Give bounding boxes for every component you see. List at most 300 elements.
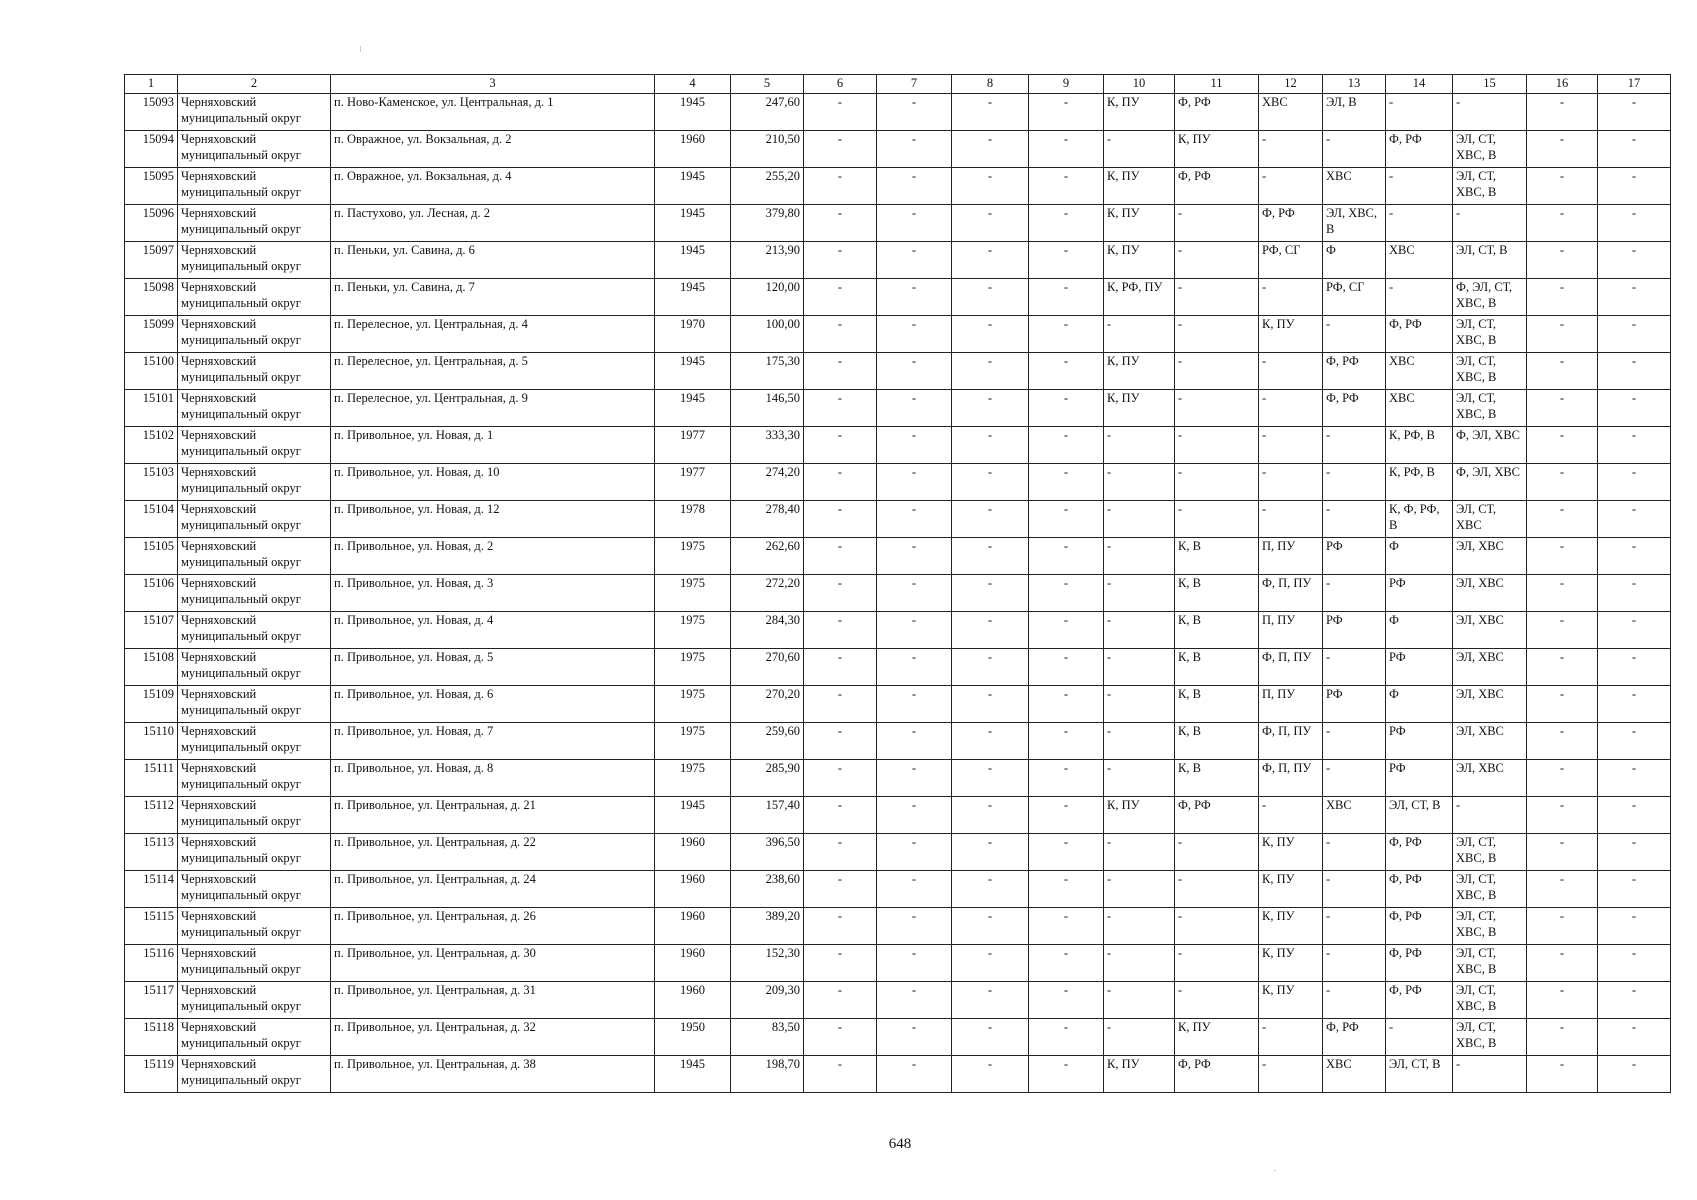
table-cell: - [1104,723,1175,760]
table-cell: - [1175,945,1259,982]
table-row [125,316,1671,353]
table-cell: - [1104,1019,1175,1056]
table-row [125,131,1671,168]
table-cell: Черняховский муниципальный округ [178,353,331,390]
table-cell: Ф [1386,686,1453,723]
table-cell: п. Пеньки, ул. Савина, д. 6 [331,242,655,279]
table-cell: - [1323,575,1386,612]
table-cell: - [1104,501,1175,538]
table-cell: - [952,723,1029,760]
table-cell: 272,20 [731,575,804,612]
table-cell: - [1598,279,1671,316]
table-cell: 1975 [655,575,731,612]
table-cell: К, ПУ [1104,168,1175,205]
table-row [125,538,1671,575]
table-cell: - [1259,464,1323,501]
table-cell: - [1323,649,1386,686]
table-row [125,982,1671,1019]
table-cell: Черняховский муниципальный округ [178,427,331,464]
table-cell: - [1104,686,1175,723]
table-cell: - [1104,427,1175,464]
table-cell: 15095 [125,168,178,205]
table-cell: ЭЛ, ХВС [1453,538,1527,575]
table-cell: - [1029,501,1104,538]
table-cell: - [1598,168,1671,205]
table-body [125,94,1671,1093]
table-cell: ЭЛ, ХВС [1453,760,1527,797]
table-cell: - [1323,834,1386,871]
table-cell: - [877,1019,952,1056]
table-cell: 1945 [655,205,731,242]
table-cell: - [1104,612,1175,649]
table-cell: К, РФ, ПУ [1104,279,1175,316]
table-cell: - [1259,353,1323,390]
table-cell: 1977 [655,427,731,464]
table-cell: 15111 [125,760,178,797]
table-cell: 333,30 [731,427,804,464]
table-cell: 1975 [655,760,731,797]
table-cell: - [1175,501,1259,538]
table-cell: ЭЛ, СТ, ХВС, В [1453,982,1527,1019]
table-cell: 1978 [655,501,731,538]
table-cell: Черняховский муниципальный округ [178,538,331,575]
table-cell: - [1598,760,1671,797]
scan-artifact [1274,1170,1276,1171]
table-cell: 1977 [655,464,731,501]
table-cell: - [804,1056,877,1093]
table-cell: ЭЛ, СТ, ХВС, В [1453,834,1527,871]
table-cell: - [877,982,952,1019]
table-cell: - [1527,834,1598,871]
table-cell: ЭЛ, В [1323,94,1386,131]
table-cell: ЭЛ, ХВС [1453,649,1527,686]
table-cell: - [1029,871,1104,908]
table-cell: К, ПУ [1175,131,1259,168]
scan-artifact [360,46,361,52]
table-cell: - [1323,945,1386,982]
table-cell: - [877,612,952,649]
table-cell: п. Перелесное, ул. Центральная, д. 5 [331,353,655,390]
table-cell: - [1029,686,1104,723]
table-cell: Черняховский муниципальный округ [178,686,331,723]
table-cell: 1960 [655,871,731,908]
table-cell: 1945 [655,797,731,834]
table-cell: - [1598,686,1671,723]
table-cell: 15119 [125,1056,178,1093]
table-cell: 270,20 [731,686,804,723]
table-cell: - [877,94,952,131]
table-cell: п. Привольное, ул. Центральная, д. 38 [331,1056,655,1093]
table-cell: - [1323,982,1386,1019]
table-cell: - [1029,982,1104,1019]
table-cell: - [877,723,952,760]
table-cell: - [804,723,877,760]
table-cell: - [952,834,1029,871]
table-cell: 1945 [655,94,731,131]
table-cell: - [1259,390,1323,427]
table-cell: - [1323,760,1386,797]
table-cell: 285,90 [731,760,804,797]
table-cell: ЭЛ, СТ, ХВС, В [1453,390,1527,427]
table-cell: - [1598,242,1671,279]
table-cell: - [1453,797,1527,834]
table-cell: - [1598,982,1671,1019]
table-cell: - [804,279,877,316]
table-cell: - [1386,205,1453,242]
table-cell: - [804,94,877,131]
table-cell: - [952,501,1029,538]
table-row [125,94,1671,131]
table-cell: - [877,464,952,501]
table-cell: - [1323,131,1386,168]
table-cell: 1945 [655,242,731,279]
table-cell: Ф, РФ [1175,168,1259,205]
table-cell: К, Ф, РФ, В [1386,501,1453,538]
table-cell: - [1598,797,1671,834]
table-cell: - [804,1019,877,1056]
table-cell: К, В [1175,612,1259,649]
table-cell: К, ПУ [1104,797,1175,834]
table-cell: п. Привольное, ул. Новая, д. 8 [331,760,655,797]
table-cell: ЭЛ, СТ, В [1386,1056,1453,1093]
table-cell: - [1259,1019,1323,1056]
table-cell: П, ПУ [1259,686,1323,723]
table-cell: 389,20 [731,908,804,945]
table-cell: Черняховский муниципальный округ [178,94,331,131]
table-cell: ЭЛ, СТ, ХВС, В [1453,908,1527,945]
table-cell: - [1029,464,1104,501]
table-cell: Черняховский муниципальный округ [178,501,331,538]
table-cell: 15104 [125,501,178,538]
table-cell: - [952,1019,1029,1056]
table-cell: Ф, ЭЛ, ХВС [1453,427,1527,464]
table-cell: - [1598,205,1671,242]
table-cell: - [1175,279,1259,316]
table-cell: ЭЛ, СТ, ХВС, В [1453,1019,1527,1056]
table-cell: - [1453,94,1527,131]
table-cell: - [952,94,1029,131]
table-cell: - [952,797,1029,834]
table-cell: К, ПУ [1259,871,1323,908]
table-cell: - [1527,316,1598,353]
table-cell: 1960 [655,834,731,871]
table-cell: Черняховский муниципальный округ [178,797,331,834]
table-cell: Ф [1323,242,1386,279]
table-cell: ХВС [1323,168,1386,205]
table-cell: - [1029,945,1104,982]
table-row [125,279,1671,316]
table-cell: - [1104,908,1175,945]
table-cell: К, ПУ [1259,316,1323,353]
table-cell: ЭЛ, ХВС [1453,575,1527,612]
table-cell: 1970 [655,316,731,353]
table-cell: - [1104,316,1175,353]
table-cell: - [1598,945,1671,982]
table-cell: К, ПУ [1259,945,1323,982]
table-cell: РФ [1323,686,1386,723]
table-cell: - [877,168,952,205]
table-cell: ХВС [1259,94,1323,131]
table-cell: - [804,834,877,871]
table-cell: 1960 [655,131,731,168]
table-cell: п. Привольное, ул. Новая, д. 1 [331,427,655,464]
table-cell: - [804,205,877,242]
table-cell: - [1598,538,1671,575]
table-cell: - [1598,316,1671,353]
table-cell: РФ [1386,649,1453,686]
table-cell: п. Перелесное, ул. Центральная, д. 4 [331,316,655,353]
table-cell: Ф, РФ [1175,797,1259,834]
column-number-row [125,75,1671,94]
table-cell: - [952,945,1029,982]
table-cell: - [877,427,952,464]
table-cell: К, ПУ [1104,390,1175,427]
table-cell: - [952,242,1029,279]
table-cell: - [804,945,877,982]
table-cell: - [1527,427,1598,464]
table-cell: - [1527,649,1598,686]
table-row [125,945,1671,982]
table-cell: - [1386,94,1453,131]
table-cell: 1960 [655,945,731,982]
table-cell: - [1029,316,1104,353]
table-cell: Ф, РФ [1386,316,1453,353]
table-cell: - [877,353,952,390]
table-cell: РФ, СГ [1259,242,1323,279]
table-cell: 379,80 [731,205,804,242]
table-cell: - [877,205,952,242]
table-cell: Черняховский муниципальный округ [178,464,331,501]
table-cell: Черняховский муниципальный округ [178,649,331,686]
table-cell: - [952,464,1029,501]
table-cell: - [952,1056,1029,1093]
table-cell: - [1175,908,1259,945]
table-cell: 157,40 [731,797,804,834]
column-number: 6 [804,75,877,94]
table-cell: - [804,242,877,279]
table-cell: 15113 [125,834,178,871]
table-cell: Черняховский муниципальный округ [178,168,331,205]
table-cell: - [1598,575,1671,612]
table-cell: - [952,131,1029,168]
table-cell: - [1029,908,1104,945]
table-cell: - [1527,538,1598,575]
table-cell: - [1029,649,1104,686]
table-cell: - [1598,501,1671,538]
table-cell: - [952,390,1029,427]
table-cell: ХВС [1386,390,1453,427]
table-row [125,760,1671,797]
table-cell: - [952,760,1029,797]
table-cell: - [1104,575,1175,612]
table-row [125,205,1671,242]
table-cell: 213,90 [731,242,804,279]
table-cell: 15102 [125,427,178,464]
table-row [125,427,1671,464]
table-cell: 262,60 [731,538,804,575]
table-cell: Ф, П, ПУ [1259,649,1323,686]
table-cell: - [877,797,952,834]
table-cell: 270,60 [731,649,804,686]
table-cell: - [1259,168,1323,205]
table-cell: - [1386,279,1453,316]
table-cell: - [877,686,952,723]
table-cell: п. Привольное, ул. Новая, д. 3 [331,575,655,612]
table-cell: - [1598,427,1671,464]
column-number: 4 [655,75,731,94]
table-cell: - [1104,834,1175,871]
table-cell: РФ [1386,760,1453,797]
table-cell: - [1104,982,1175,1019]
column-number: 9 [1029,75,1104,94]
table-cell: 284,30 [731,612,804,649]
table-cell: - [1386,1019,1453,1056]
column-number: 11 [1175,75,1259,94]
table-cell: 15101 [125,390,178,427]
table-cell: - [1175,982,1259,1019]
table-cell: ЭЛ, СТ, ХВС, В [1453,871,1527,908]
table-cell: ЭЛ, СТ, ХВС, В [1453,131,1527,168]
table-cell: - [1259,427,1323,464]
table-cell: - [1029,834,1104,871]
table-cell: 15105 [125,538,178,575]
table-cell: - [1104,464,1175,501]
table-cell: - [1527,1019,1598,1056]
table-cell: РФ [1386,575,1453,612]
table-cell: Черняховский муниципальный округ [178,871,331,908]
table-cell: Ф, РФ [1386,945,1453,982]
table-cell: - [1527,353,1598,390]
table-cell: - [1527,908,1598,945]
table-cell: - [877,390,952,427]
table-cell: - [1527,982,1598,1019]
table-cell: - [952,649,1029,686]
table-cell: К, В [1175,649,1259,686]
table-cell: 15110 [125,723,178,760]
table-cell: 1945 [655,353,731,390]
column-number: 8 [952,75,1029,94]
table-cell: - [1029,242,1104,279]
table-cell: 15109 [125,686,178,723]
table-cell: - [1527,390,1598,427]
table-cell: п. Перелесное, ул. Центральная, д. 9 [331,390,655,427]
table-cell: 1975 [655,686,731,723]
table-cell: 1975 [655,612,731,649]
table-cell: РФ [1323,538,1386,575]
table-cell: К, ПУ [1259,982,1323,1019]
table-cell: Черняховский муниципальный округ [178,760,331,797]
table-cell: - [804,390,877,427]
table-row [125,612,1671,649]
table-cell: 1975 [655,649,731,686]
table-cell: Ф [1386,538,1453,575]
table-cell: - [1527,945,1598,982]
table-cell: - [1453,1056,1527,1093]
table-cell: - [1453,205,1527,242]
column-number: 14 [1386,75,1453,94]
table-cell: - [1029,538,1104,575]
table-cell: - [1598,908,1671,945]
table-cell: - [804,612,877,649]
table-cell: - [1323,316,1386,353]
table-cell: п. Привольное, ул. Новая, д. 12 [331,501,655,538]
table-cell: - [1175,205,1259,242]
table-cell: 209,30 [731,982,804,1019]
table-cell: п. Пастухово, ул. Лесная, д. 2 [331,205,655,242]
table-cell: 396,50 [731,834,804,871]
table-cell: - [1598,131,1671,168]
table-cell: К, ПУ [1104,242,1175,279]
table-cell: - [1323,871,1386,908]
table-cell: К, В [1175,538,1259,575]
table-cell: - [1386,168,1453,205]
table-cell: п. Привольное, ул. Новая, д. 6 [331,686,655,723]
table-cell: - [877,501,952,538]
table-cell: - [877,242,952,279]
table-row [125,353,1671,390]
column-number: 1 [125,75,178,94]
table-cell: - [877,908,952,945]
table-cell: - [1527,242,1598,279]
table-cell: п. Привольное, ул. Новая, д. 7 [331,723,655,760]
table-cell: - [1104,945,1175,982]
table-cell: - [1029,279,1104,316]
housing-register-table [124,74,1671,1093]
table-cell: 15107 [125,612,178,649]
table-cell: Ф, РФ [1175,1056,1259,1093]
table-cell: Ф, РФ [1175,94,1259,131]
table-cell: - [1527,1056,1598,1093]
table-cell: п. Привольное, ул. Центральная, д. 32 [331,1019,655,1056]
table-cell: - [1527,94,1598,131]
table-cell: - [877,834,952,871]
table-cell: К, ПУ [1104,94,1175,131]
table-cell: - [1598,834,1671,871]
table-cell: - [952,575,1029,612]
table-cell: Черняховский муниципальный округ [178,908,331,945]
column-number: 5 [731,75,804,94]
table-cell: Черняховский муниципальный округ [178,723,331,760]
table-cell: - [1029,94,1104,131]
table-cell: - [952,612,1029,649]
table-cell: - [1029,760,1104,797]
table-cell: - [1175,871,1259,908]
table-cell: - [1598,612,1671,649]
table-cell: 259,60 [731,723,804,760]
table-cell: 1950 [655,1019,731,1056]
table-cell: - [1598,390,1671,427]
table-cell: - [952,982,1029,1019]
table-cell: - [1527,686,1598,723]
table-cell: 15099 [125,316,178,353]
column-number: 10 [1104,75,1175,94]
column-number: 16 [1527,75,1598,94]
table-cell: Ф, РФ [1323,390,1386,427]
table-cell: - [1175,316,1259,353]
column-number: 3 [331,75,655,94]
table-cell: Ф, П, ПУ [1259,760,1323,797]
table-cell: - [1598,1019,1671,1056]
table-cell: - [877,316,952,353]
table-cell: - [804,131,877,168]
table-row [125,242,1671,279]
table-cell: 1960 [655,908,731,945]
table-cell: - [1323,427,1386,464]
table-cell: К, ПУ [1104,205,1175,242]
table-cell: П, ПУ [1259,612,1323,649]
table-cell: - [1175,242,1259,279]
table-cell: - [952,316,1029,353]
